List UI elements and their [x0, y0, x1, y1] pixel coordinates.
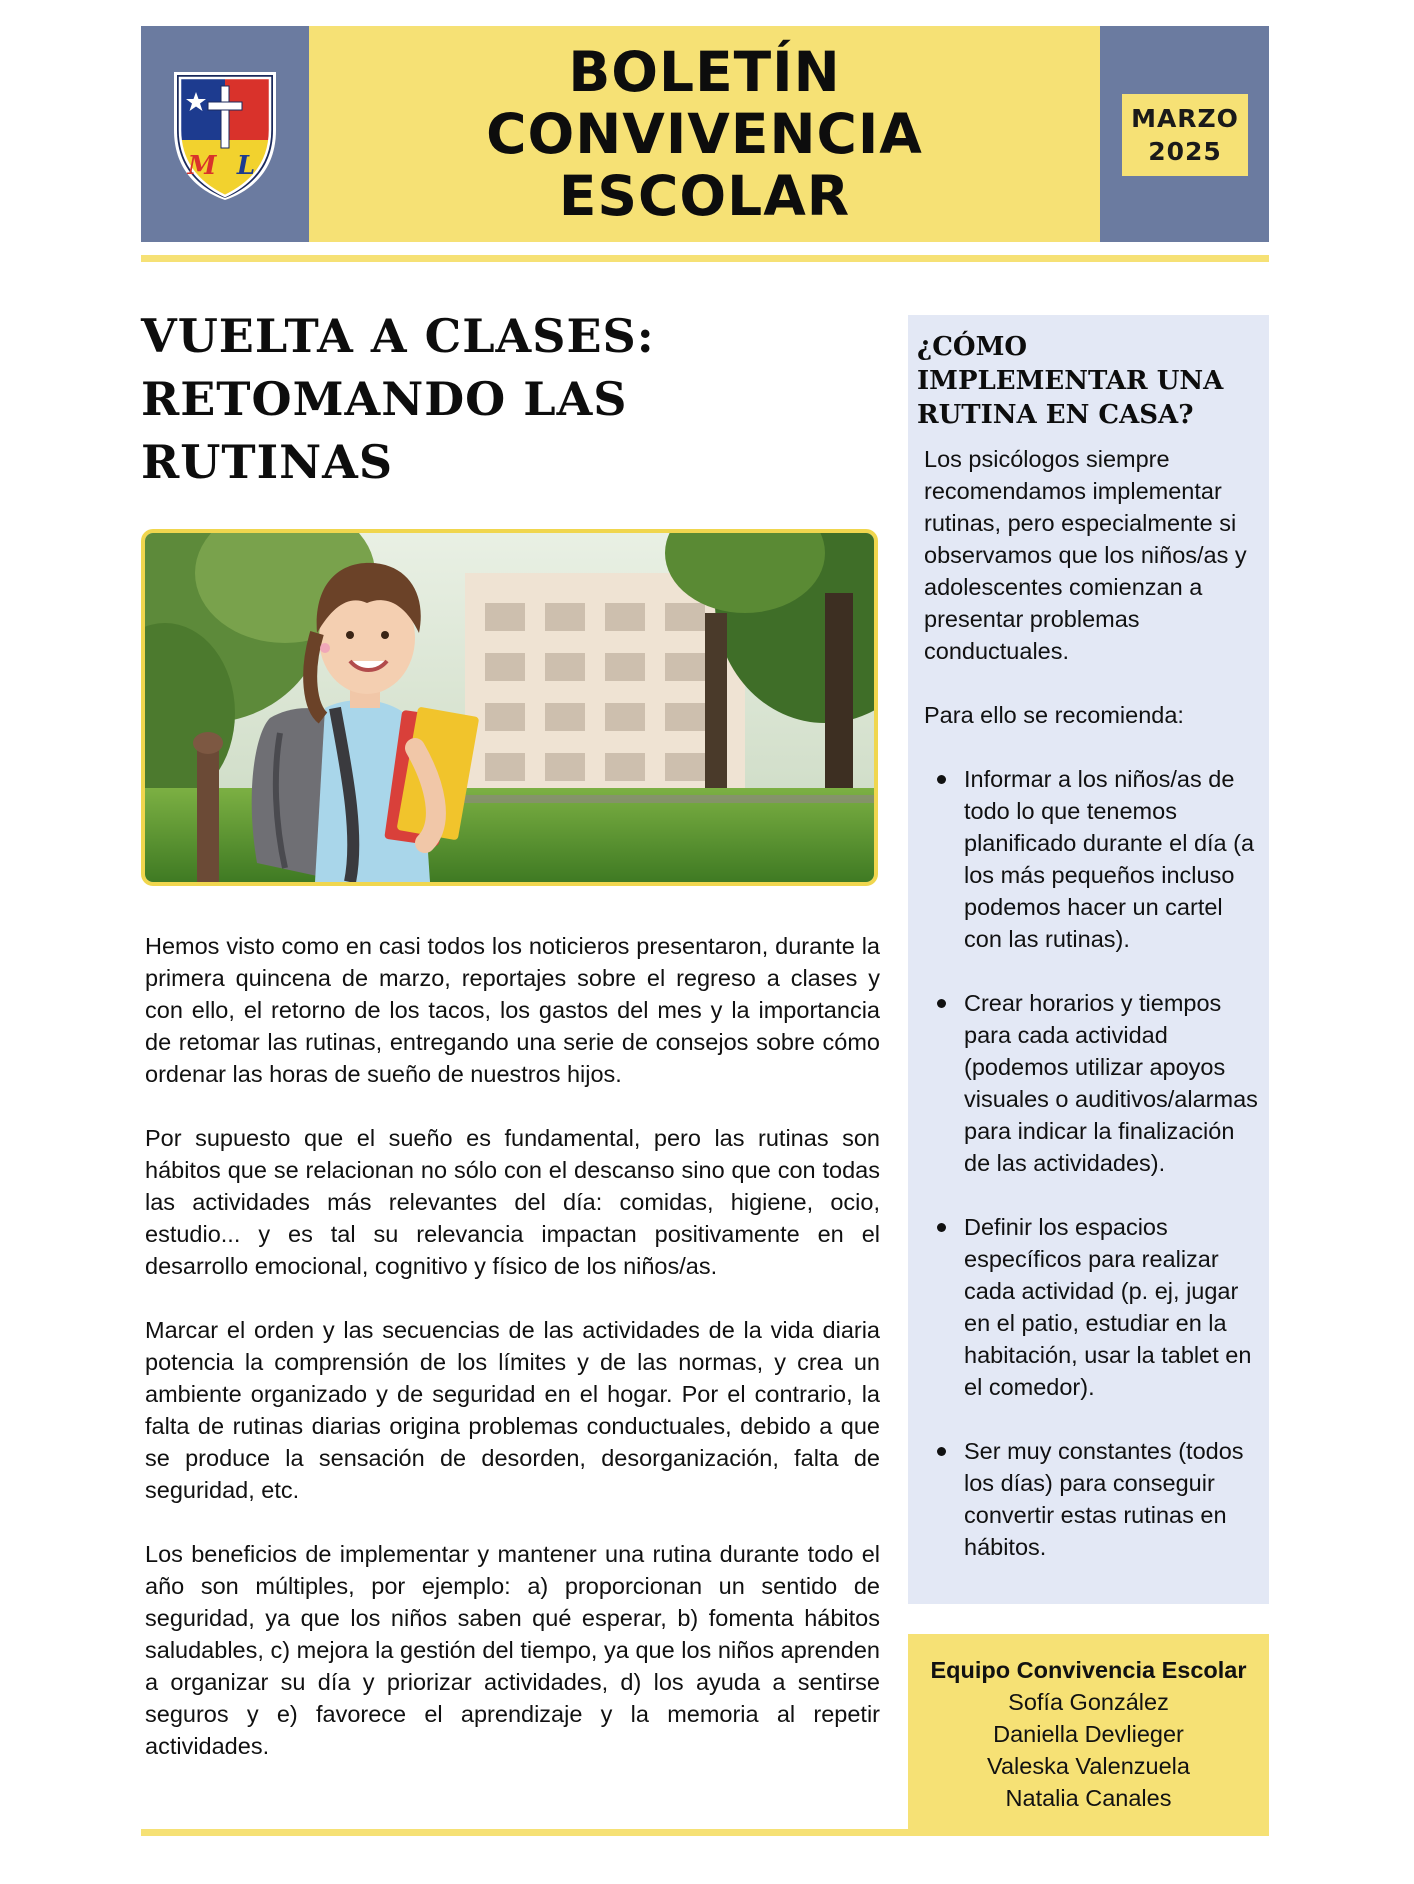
- sidebar-lead-text: Para ello se recomienda:: [924, 702, 1184, 728]
- school-crest-logo: [172, 68, 278, 200]
- header-divider: [141, 255, 1269, 262]
- newsletter-title-line-2: CONVIVENCIA: [486, 102, 923, 166]
- article-title: [141, 305, 761, 494]
- article-paragraph-1: Hemos visto como en casi todos los noticieros presentaron, durante la primera quincena de marzo, reportajes sobre el regreso a clases y con ello, el retorno de los tacos, los gastos del mes y la importancia de retomar las rutinas, entregando una serie de consejos sobre cómo ordenar las horas de sueño de nuestros hijos.: [145, 933, 880, 1087]
- list-item: [924, 1435, 1264, 1563]
- list-item-text: Informar a los niños/as de todo lo que tenemos planificado durante el día (a los más pequeños incluso podemos hacer un cartel con las rutinas).: [964, 766, 1255, 952]
- article-photo-girl-with-backpack: [141, 529, 878, 886]
- list-item-text: Definir los espacios específicos para realizar cada actividad (p. ej, jugar en el patio, estudiar en la habitación, usar la tablet en el comedor).: [964, 1214, 1252, 1400]
- sidebar-title: [917, 330, 1262, 432]
- list-item-text: Ser muy constantes (todos los días) para conseguir convertir estas rutinas en hábitos.: [964, 1438, 1244, 1560]
- list-item: [924, 1211, 1264, 1403]
- article-title-line-2: RETOMANDO LAS: [141, 372, 628, 426]
- team-credits-box: [908, 1634, 1269, 1834]
- article-title-line-3: RUTINAS: [141, 435, 394, 489]
- crest-letter-m: M: [187, 151, 217, 181]
- bullet-icon: [937, 1447, 946, 1456]
- article-title-line-1: VUELTA A CLASES:: [141, 309, 655, 363]
- issue-date-badge: [1122, 94, 1248, 176]
- list-item: [924, 987, 1264, 1179]
- list-item-text: Crear horarios y tiempos para cada actividad (podemos utilizar apoyos visuales o auditivos/alarmas para indicar la finalización de las actividades).: [964, 990, 1258, 1176]
- sidebar-intro-text: Los psicólogos siempre recomendamos implementar rutinas, pero especialmente si observamos que los niños/as y adolescentes comienzan a presentar problemas conductuales.: [924, 446, 1247, 664]
- article-paragraph-2: Por supuesto que el sueño es fundamental, pero las rutinas son hábitos que se relacionan no sólo con el descanso sino que con todas las actividades más relevantes del día: comidas, higiene, ocio, estudio... y es tal su relevancia impactan positivamente en el desarrollo emocional, cognitivo y físico de los niños/as.: [145, 1125, 880, 1279]
- team-member: Natalia Canales: [1005, 1785, 1172, 1811]
- newsletter-title-line-1: BOLETÍN: [568, 40, 841, 104]
- team-title: Equipo Convivencia Escolar: [930, 1657, 1247, 1683]
- issue-month: MARZO: [1131, 104, 1239, 133]
- issue-year: 2025: [1148, 137, 1222, 166]
- team-member: Valeska Valenzuela: [987, 1753, 1190, 1779]
- sidebar-title-line-1: ¿CÓMO: [917, 332, 1028, 362]
- list-item: [924, 763, 1264, 955]
- sidebar-intro: [924, 443, 1260, 763]
- newsletter-title: [309, 26, 1100, 242]
- crest-letter-l: L: [236, 151, 256, 181]
- bullet-icon: [937, 1223, 946, 1232]
- article-paragraph-4: Los beneficios de implementar y mantener una rutina durante todo el año son múltiples, por ejemplo: a) proporcionan un sentido de seguridad, ya que los niños saben qué esperar, b) fomenta hábitos saludables, c) mejora la gestión del tiempo, ya que los niños aprenden a organizar su día y priorizar actividades, d) los ayuda a sentirse seguros y e) favorece el aprendizaje y la memoria al repetir actividades.: [145, 1541, 880, 1759]
- article-paragraph-3: Marcar el orden y las secuencias de las actividades de la vida diaria potencia la comprensión de los límites y de las normas, y crea un ambiente organizado y de seguridad en el hogar. Por el contrario, la falta de rutinas diarias origina problemas conductuales, debido a que se produce la sensación de desorden, desorganización, falta de seguridad, etc.: [145, 1317, 880, 1503]
- bullet-icon: [937, 775, 946, 784]
- sidebar-title-line-2: IMPLEMENTAR UNA: [917, 366, 1224, 396]
- team-member: Sofía González: [1008, 1689, 1169, 1715]
- newsletter-title-line-3: ESCOLAR: [558, 164, 851, 228]
- sidebar-title-line-3: RUTINA EN CASA?: [917, 400, 1194, 430]
- recommendations-list: [924, 763, 1264, 1595]
- team-member: Daniella Devlieger: [993, 1721, 1184, 1747]
- bullet-icon: [937, 999, 946, 1008]
- article-body: [145, 930, 880, 1794]
